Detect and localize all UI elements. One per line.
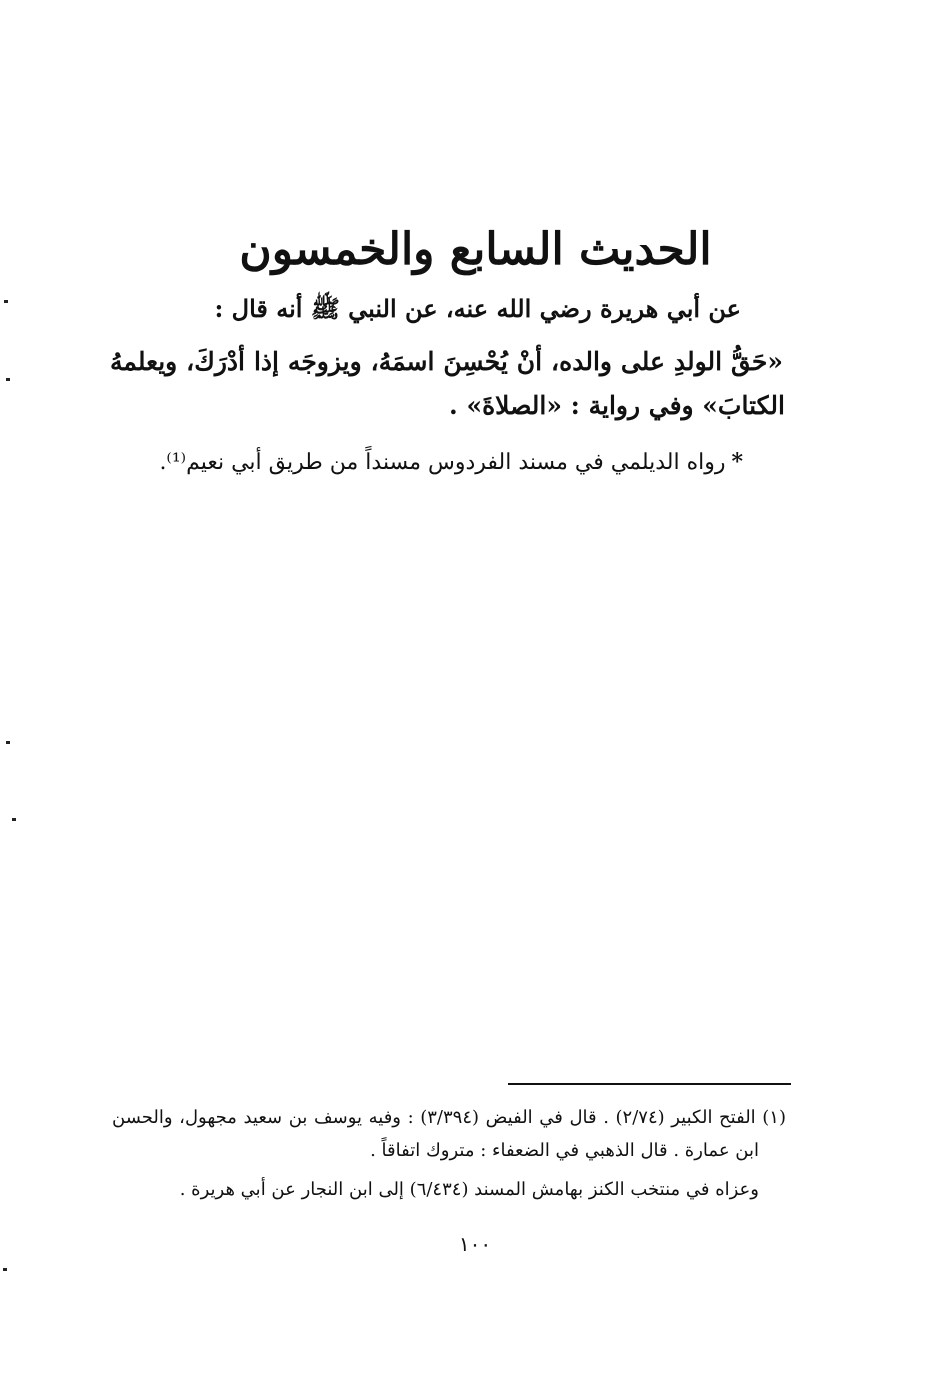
source-text: رواه الديلمي في مسند الفردوس مسنداً من طريق أبي نعيم⁽¹⁾. xyxy=(159,450,726,475)
footnote-line-1: (١) الفتح الكبير (٢/٧٤) . قال في الفيض (٣/٣٩٤) : وفيه يوسف بن سعيد مجهول، والحسن xyxy=(112,1107,786,1128)
scan-mark xyxy=(6,378,10,381)
scan-mark xyxy=(4,300,8,303)
scan-mark xyxy=(12,818,16,821)
chapter-title: الحديث السابع والخمسون xyxy=(239,224,712,275)
hadith-text-line-1: «حَقُّ الولدِ على والده، أنْ يُحْسِنَ اسمَهُ، ويزوجَه إذا أدْرَكَ، ويعلمهُ xyxy=(110,347,783,376)
hadith-source xyxy=(159,446,743,479)
footnote-divider xyxy=(508,1083,791,1085)
footnote-line-3: وعزاه في منتخب الكنز بهامش المسند (٦/٤٣٤) إلى ابن النجار عن أبي هريرة . xyxy=(179,1179,759,1200)
hadith-text-line-2: الكتابَ» وفي رواية : «الصلاةَ» . xyxy=(449,391,785,420)
scan-mark xyxy=(3,1268,7,1271)
hadith-intro: عن أبي هريرة رضي الله عنه، عن النبي ﷺ أنه قال : xyxy=(214,294,741,323)
page-number: ١٠٠ xyxy=(458,1232,492,1256)
asterisk-marker: * xyxy=(731,449,743,475)
footnote-line-2: ابن عمارة . قال الذهبي في الضعفاء : متروك اتفاقاً . xyxy=(370,1140,759,1161)
scan-mark xyxy=(6,741,10,744)
